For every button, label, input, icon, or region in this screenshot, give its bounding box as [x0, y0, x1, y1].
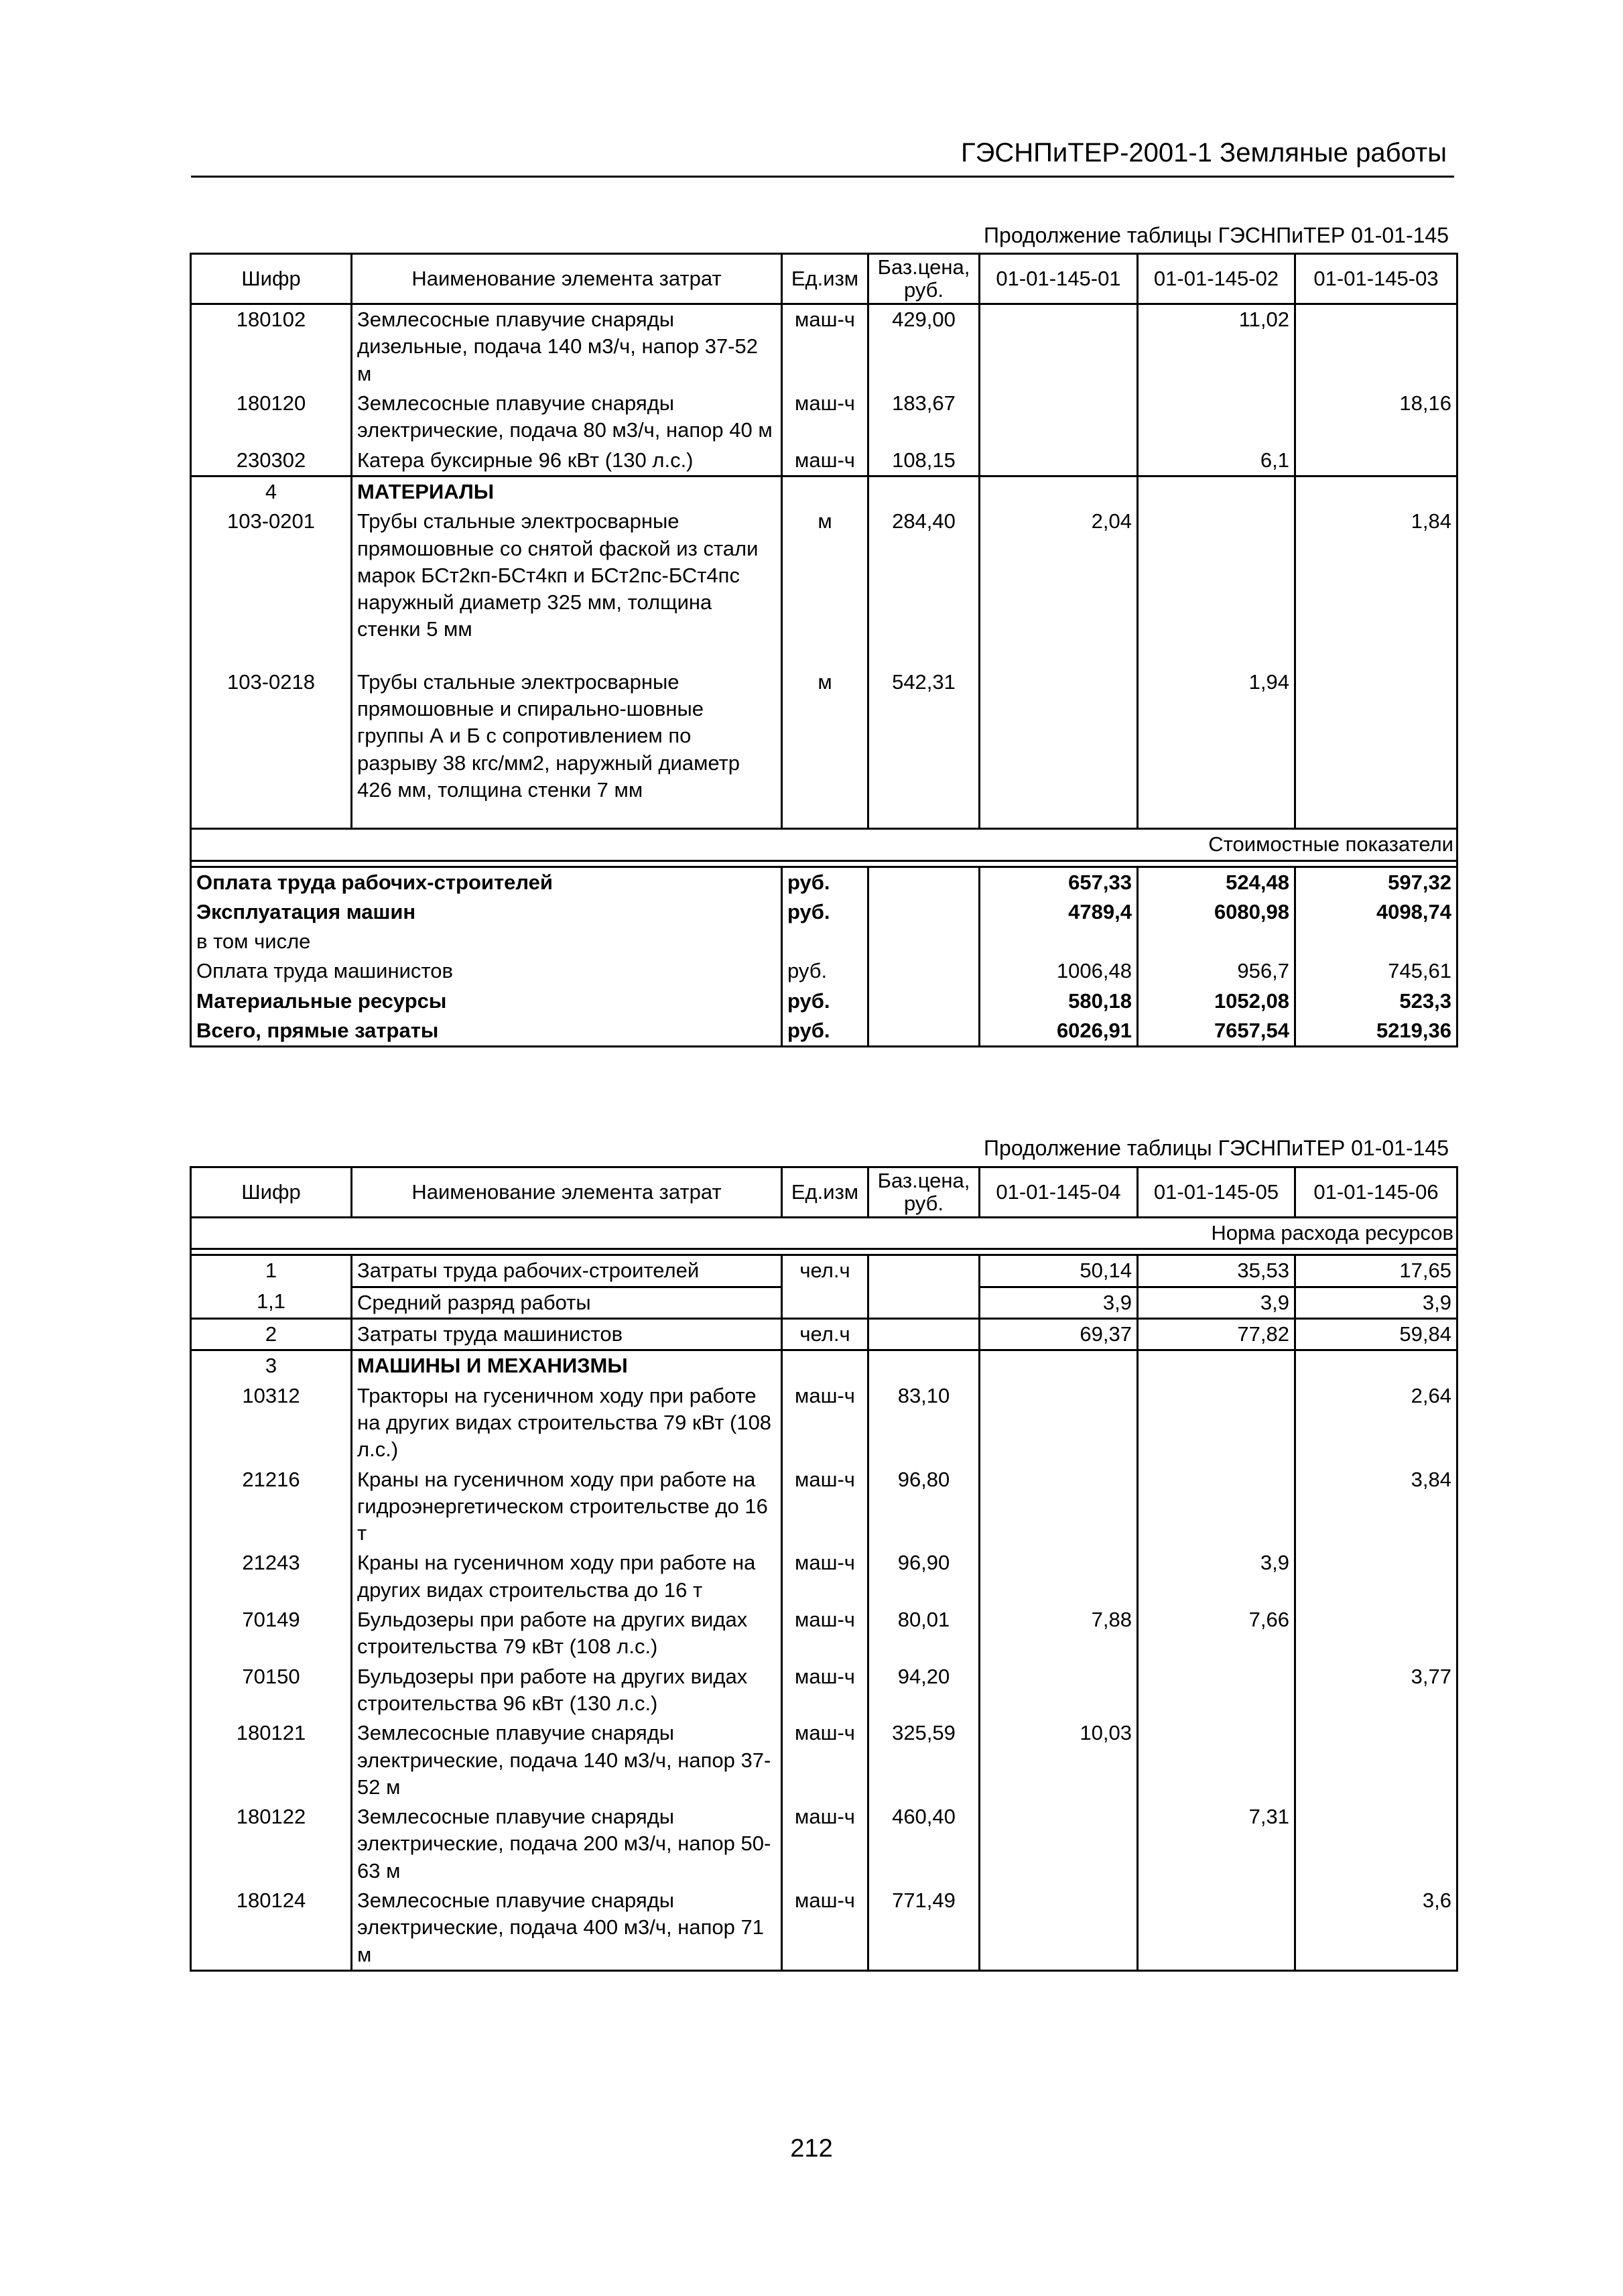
row-unit: чел.ч [782, 1255, 868, 1287]
summary-row [191, 986, 1457, 1016]
row-unit: маш-ч [782, 304, 868, 389]
row-unit: маш-ч [782, 1605, 868, 1662]
summary-value-3: 4098,74 [1295, 897, 1457, 927]
row-value-2: 6,1 [1138, 446, 1295, 476]
summary-value-3: 597,32 [1295, 867, 1457, 897]
row-name: Краны на гусеничном ходу при работе на других видах строительства до 16 т [352, 1548, 782, 1605]
row-name: Затраты труда машинистов [352, 1319, 782, 1350]
table1-caption: Продолжение таблицы ГЭСНПиТЕР 01-01-145 [984, 223, 1449, 247]
table-row [191, 1662, 1457, 1719]
table2 [190, 1166, 1458, 1972]
row-value-2 [1138, 1886, 1295, 1970]
spacer-row [191, 645, 1457, 667]
row-name: Землесосные плавучие снаряды электрические, подача 400 м3/ч, напор 71 м [352, 1886, 782, 1970]
spacer-row [191, 805, 1457, 829]
row-value-3: 18,16 [1295, 389, 1457, 446]
summary-value-1 [980, 927, 1138, 956]
table2-header-row [191, 1167, 1457, 1218]
row-value-2 [1138, 507, 1295, 644]
summary-value-1: 657,33 [980, 867, 1138, 897]
summary-value-1: 4789,4 [980, 897, 1138, 927]
col-header-v1: 01-01-145-01 [980, 254, 1138, 304]
row-value-2 [1138, 476, 1295, 507]
row-price [868, 476, 980, 507]
summary-price [868, 867, 980, 897]
col-header-v2: 01-01-145-05 [1138, 1167, 1295, 1218]
col-header-v1: 01-01-145-04 [980, 1167, 1138, 1218]
summary-value-2 [1138, 927, 1295, 956]
row-price: 460,40 [868, 1802, 980, 1886]
row-value-1 [980, 389, 1138, 446]
summary-value-2: 7657,54 [1138, 1016, 1295, 1047]
row-value-2 [1138, 1718, 1295, 1802]
row-code: 70149 [191, 1605, 352, 1662]
row-code: 3 [191, 1350, 352, 1381]
row-value-2 [1138, 389, 1295, 446]
row-value-1: 3,9 [980, 1287, 1138, 1318]
row-value-3: 59,84 [1295, 1319, 1457, 1350]
row-value-2: 7,31 [1138, 1802, 1295, 1886]
row-price: 284,40 [868, 507, 980, 644]
row-unit: маш-ч [782, 1718, 868, 1802]
row-price [868, 1350, 980, 1381]
summary-row [191, 867, 1457, 897]
row-unit: маш-ч [782, 1381, 868, 1465]
row-value-3: 3,6 [1295, 1886, 1457, 1970]
row-value-2: 11,02 [1138, 304, 1295, 389]
summary-label: Оплата труда машинистов [191, 956, 782, 986]
row-code: 180124 [191, 1886, 352, 1970]
row-code: 70150 [191, 1662, 352, 1719]
row-value-2: 7,66 [1138, 1605, 1295, 1662]
row-value-3 [1295, 446, 1457, 476]
row-value-1: 10,03 [980, 1718, 1138, 1802]
col-header-name: Наименование элемента затрат [352, 1167, 782, 1218]
cost-indicators-band [191, 829, 1457, 860]
summary-row [191, 897, 1457, 927]
row-value-1 [980, 1802, 1138, 1886]
row-price: 80,01 [868, 1605, 980, 1662]
row-name: Краны на гусеничном ходу при работе на гидроэнергетическом строительстве до 16 т [352, 1465, 782, 1549]
summary-value-1: 1006,48 [980, 956, 1138, 986]
row-code: 21243 [191, 1548, 352, 1605]
row-unit [782, 1350, 868, 1381]
row-unit: маш-ч [782, 1662, 868, 1719]
summary-unit: руб. [782, 1016, 868, 1047]
row-value-3 [1295, 304, 1457, 389]
summary-row [191, 927, 1457, 956]
row-value-2: 3,9 [1138, 1287, 1295, 1318]
row-value-3 [1295, 1802, 1457, 1886]
table-row [191, 1718, 1457, 1802]
summary-unit: руб. [782, 956, 868, 986]
row-code: 21216 [191, 1465, 352, 1549]
row-value-3 [1295, 1718, 1457, 1802]
table2-caption: Продолжение таблицы ГЭСНПиТЕР 01-01-145 [984, 1136, 1449, 1160]
table-row [191, 1255, 1457, 1287]
summary-value-3: 523,3 [1295, 986, 1457, 1016]
row-value-1 [980, 1381, 1138, 1465]
row-value-1 [980, 304, 1138, 389]
row-code: 2 [191, 1319, 352, 1350]
row-value-3 [1295, 1350, 1457, 1381]
summary-value-2: 956,7 [1138, 956, 1295, 986]
row-price [868, 1255, 980, 1287]
summary-row-total [191, 1016, 1457, 1047]
row-name: Тракторы на гусеничном ходу при работе на других видах строительства 79 кВт (108 л.с.) [352, 1381, 782, 1465]
row-unit: маш-ч [782, 446, 868, 476]
row-unit [782, 476, 868, 507]
col-header-unit: Ед.изм [782, 254, 868, 304]
col-header-price: Баз.цена, руб. [868, 1167, 980, 1218]
row-price [868, 1287, 980, 1318]
separator-row [191, 860, 1457, 867]
summary-row [191, 956, 1457, 986]
col-header-v3: 01-01-145-06 [1295, 1167, 1457, 1218]
row-unit: чел.ч [782, 1319, 868, 1350]
col-header-price: Баз.цена, руб. [868, 254, 980, 304]
col-header-name: Наименование элемента затрат [352, 254, 782, 304]
row-price [868, 1319, 980, 1350]
summary-label: Всего, прямые затраты [191, 1016, 782, 1047]
row-price: 108,15 [868, 446, 980, 476]
table-row [191, 389, 1457, 446]
row-unit: маш-ч [782, 389, 868, 446]
row-name: Землесосные плавучие снаряды электрические, подача 140 м3/ч, напор 37-52 м [352, 1718, 782, 1802]
row-name: Землесосные плавучие снаряды электрические, подача 80 м3/ч, напор 40 м [352, 389, 782, 446]
summary-label: Материальные ресурсы [191, 986, 782, 1016]
summary-price [868, 956, 980, 986]
row-unit: м [782, 507, 868, 644]
row-name: Землесосные плавучие снаряды электрические, подача 200 м3/ч, напор 50-63 м [352, 1802, 782, 1886]
row-price: 325,59 [868, 1718, 980, 1802]
summary-value-2: 6080,98 [1138, 897, 1295, 927]
row-code: 1 [191, 1255, 352, 1287]
row-code: 103-0201 [191, 507, 352, 644]
row-code: 10312 [191, 1381, 352, 1465]
summary-unit: руб. [782, 897, 868, 927]
summary-label: Эксплуатация машин [191, 897, 782, 927]
summary-unit: руб. [782, 867, 868, 897]
row-name: Бульдозеры при работе на других видах строительства 79 кВт (108 л.с.) [352, 1605, 782, 1662]
row-name: Бульдозеры при работе на других видах строительства 96 кВт (130 л.с.) [352, 1662, 782, 1719]
resource-norm-band [191, 1218, 1457, 1249]
table-row [191, 1605, 1457, 1662]
row-value-3 [1295, 667, 1457, 805]
row-value-3 [1295, 1548, 1457, 1605]
row-value-1 [980, 1350, 1138, 1381]
row-value-1: 50,14 [980, 1255, 1138, 1287]
row-unit: маш-ч [782, 1886, 868, 1970]
row-name: Средний разряд работы [352, 1287, 782, 1318]
row-code: 4 [191, 476, 352, 507]
row-value-3: 3,77 [1295, 1662, 1457, 1719]
summary-value-3 [1295, 927, 1457, 956]
col-header-v2: 01-01-145-02 [1138, 254, 1295, 304]
page-number: 212 [790, 2134, 833, 2163]
table-row [191, 1886, 1457, 1970]
row-value-3 [1295, 476, 1457, 507]
row-price: 94,20 [868, 1662, 980, 1719]
row-code: 180121 [191, 1718, 352, 1802]
page-header-title: ГЭСНПиТЕР-2001-1 Земляные работы [961, 138, 1447, 168]
summary-label: Оплата труда рабочих-строителей [191, 867, 782, 897]
row-value-3: 3,9 [1295, 1287, 1457, 1318]
summary-price [868, 1016, 980, 1047]
summary-price [868, 927, 980, 956]
row-value-2 [1138, 1465, 1295, 1549]
row-value-2 [1138, 1350, 1295, 1381]
table-row [191, 1548, 1457, 1605]
row-code: 180120 [191, 389, 352, 446]
section-title: МАТЕРИАЛЫ [352, 476, 782, 507]
row-price: 542,31 [868, 667, 980, 805]
cost-indicators-label: Стоимостные показатели [191, 829, 1457, 860]
row-value-3: 1,84 [1295, 507, 1457, 644]
row-value-1 [980, 1465, 1138, 1549]
row-value-1 [980, 1548, 1138, 1605]
row-unit: маш-ч [782, 1802, 868, 1886]
row-value-3 [1295, 1605, 1457, 1662]
summary-price [868, 897, 980, 927]
row-value-1: 2,04 [980, 507, 1138, 644]
row-price: 183,67 [868, 389, 980, 446]
table-row [191, 1802, 1457, 1886]
table-row [191, 667, 1457, 805]
row-name: Затраты труда рабочих-строителей [352, 1255, 782, 1287]
row-code: 230302 [191, 446, 352, 476]
row-name: Землесосные плавучие снаряды дизельные, подача 140 м3/ч, напор 37-52 м [352, 304, 782, 389]
row-price: 96,80 [868, 1465, 980, 1549]
summary-unit: руб. [782, 986, 868, 1016]
row-unit [782, 1287, 868, 1318]
row-name: Трубы стальные электросварные прямошовные и спирально-шовные группы А и Б с сопротивлением по разрыву 38 кгс/мм2, наружный диаметр 426 мм, толщина стенки 7 мм [352, 667, 782, 805]
row-code: 1,1 [191, 1287, 352, 1318]
table-row [191, 304, 1457, 389]
row-price: 83,10 [868, 1381, 980, 1465]
summary-value-3: 5219,36 [1295, 1016, 1457, 1047]
col-header-unit: Ед.изм [782, 1167, 868, 1218]
table-row [191, 507, 1457, 644]
summary-unit [782, 927, 868, 956]
table1-header-row [191, 254, 1457, 304]
row-price: 429,00 [868, 304, 980, 389]
header-rule [191, 176, 1454, 178]
row-name: Трубы стальные электросварные прямошовные со снятой фаской из стали марок БСт2кп-БСт4кп и БСт2пс-БСт4пс наружный диаметр 325 мм, толщина стенки 5 мм [352, 507, 782, 644]
row-code: 180122 [191, 1802, 352, 1886]
row-value-3: 2,64 [1295, 1381, 1457, 1465]
col-header-code: Шифр [191, 254, 352, 304]
row-value-2: 1,94 [1138, 667, 1295, 805]
row-value-1: 69,37 [980, 1319, 1138, 1350]
summary-label: в том числе [191, 927, 782, 956]
row-value-1 [980, 1886, 1138, 1970]
row-value-1 [980, 476, 1138, 507]
row-value-1 [980, 446, 1138, 476]
row-code: 180102 [191, 304, 352, 389]
summary-value-2: 524,48 [1138, 867, 1295, 897]
col-header-v3: 01-01-145-03 [1295, 254, 1457, 304]
summary-value-3: 745,61 [1295, 956, 1457, 986]
row-value-2: 35,53 [1138, 1255, 1295, 1287]
table-row [191, 1319, 1457, 1350]
row-value-2: 3,9 [1138, 1548, 1295, 1605]
col-header-code: Шифр [191, 1167, 352, 1218]
row-code: 103-0218 [191, 667, 352, 805]
row-value-2 [1138, 1381, 1295, 1465]
section-row-materials [191, 476, 1457, 507]
summary-value-2: 1052,08 [1138, 986, 1295, 1016]
row-unit: маш-ч [782, 1548, 868, 1605]
summary-value-1: 6026,91 [980, 1016, 1138, 1047]
row-value-3: 3,84 [1295, 1465, 1457, 1549]
row-value-2 [1138, 1662, 1295, 1719]
row-unit: маш-ч [782, 1465, 868, 1549]
row-value-1: 7,88 [980, 1605, 1138, 1662]
row-value-1 [980, 1662, 1138, 1719]
row-unit: м [782, 667, 868, 805]
table-row [191, 1465, 1457, 1549]
resource-norm-label: Норма расхода ресурсов [191, 1218, 1457, 1249]
table-row [191, 1287, 1457, 1318]
table-row [191, 446, 1457, 476]
section-row-machines [191, 1350, 1457, 1381]
table-row [191, 1381, 1457, 1465]
table1 [190, 253, 1458, 1047]
row-value-1 [980, 667, 1138, 805]
summary-value-1: 580,18 [980, 986, 1138, 1016]
row-price: 771,49 [868, 1886, 980, 1970]
row-value-3: 17,65 [1295, 1255, 1457, 1287]
separator-row [191, 1249, 1457, 1255]
row-name: Катера буксирные 96 кВт (130 л.с.) [352, 446, 782, 476]
row-value-2: 77,82 [1138, 1319, 1295, 1350]
section-title: МАШИНЫ И МЕХАНИЗМЫ [352, 1350, 782, 1381]
summary-price [868, 986, 980, 1016]
row-price: 96,90 [868, 1548, 980, 1605]
